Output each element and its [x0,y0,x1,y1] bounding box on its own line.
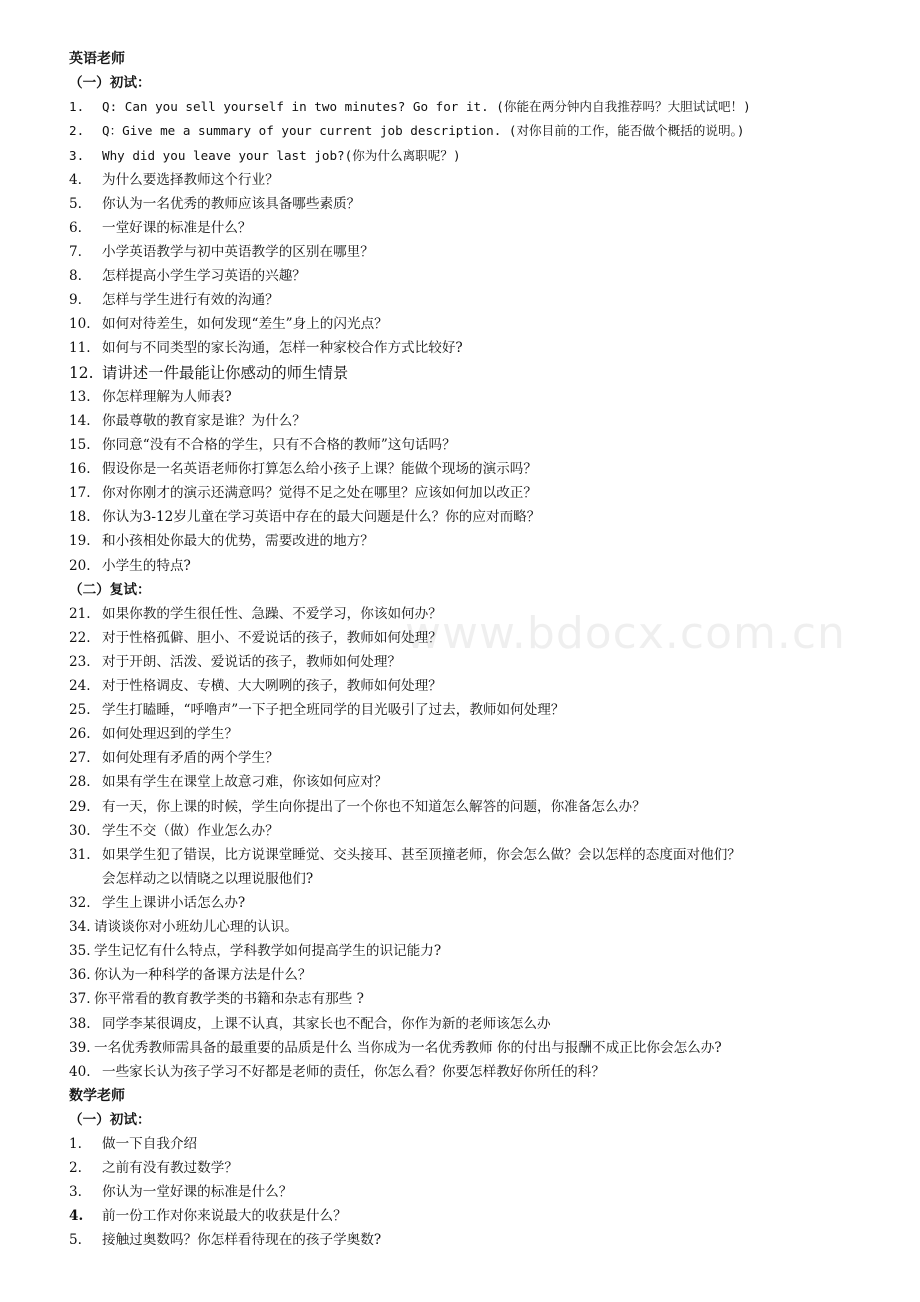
list-item [69,723,238,745]
item-number: 11. [69,340,91,356]
item-text: 之前有没有教过数学？ [102,1160,238,1176]
list-item [69,747,279,769]
item-number: 1. [69,99,85,114]
item-text: 如何与不同类型的家长沟通，怎样一种家校合作方式比较好? [102,340,463,356]
item-text: 学生上课讲小话怎么办? [102,895,246,911]
item-text: 前一份工作对你来说最大的收获是什么？ [102,1208,347,1224]
item-text: 对于性格孤僻、胆小、不爱说话的孩子，教师如何处理？ [102,630,442,646]
item-text: 你同意“没有不合格的学生，只有不合格的教师”这句话吗？ [102,437,456,453]
item-text: 请讲述一件最能让你感动的师生情景 [102,364,349,382]
item-number: 40. [69,1064,91,1080]
item-number: 14. [69,413,91,429]
item-text: 如果学生犯了错误，比方说课堂睡觉、交头接耳、甚至顶撞老师，你会怎么做？会以怎样的态度面对他们？ [102,847,741,863]
item-text: 接触过奥数吗？你怎样看待现在的孩子学奥数? [102,1232,382,1248]
item-text: 你认为一堂好课的标准是什么？ [102,1184,293,1200]
list-item: 39. 一名优秀教师需具备的最重要的品质是什么 当你成为一名优秀教师 你的付出与报酬不成正比你会怎么办? [69,1040,722,1056]
item-text: 你平常看的教育教学类的书籍和杂志有那些 ? [94,991,364,1007]
item-number: 30. [69,823,91,839]
item-number: 13. [69,389,91,405]
item-text: 你最尊敬的教育家是谁？为什么？ [102,413,306,429]
item-number: 17. [69,485,91,501]
item-number: 28. [69,774,91,790]
item-text: 一名优秀教师需具备的最重要的品质是什么 当你成为一名优秀教师 你的付出与报酬不成正比你会怎么办? [94,1040,722,1056]
list-item [69,169,279,191]
list-item [69,434,456,456]
item-text: 如果你教的学生很任性、急躁、不爱学习，你该如何办？ [102,606,442,622]
item-number: 10. [69,316,91,332]
list-item [69,675,442,697]
item-text: 学生记忆有什么特点，学科教学如何提高学生的识记能力? [94,943,442,959]
math-title: 数学老师 [69,1088,125,1104]
item-text: 会怎样动之以情晓之以理说服他们? [102,871,314,887]
list-item: 36. 你认为一种科学的备课方法是什么？ [69,967,312,983]
item-number: 5. [69,1232,82,1248]
list-item [69,1157,238,1179]
list-item [69,1133,197,1155]
item-number: 38. [69,1016,91,1032]
item-text: 同学李某很调皮，上课不认真，其家长也不配合，你作为新的老师该怎么办 [102,1016,551,1032]
item-text: 假设你是一名英语老师你打算怎么给小孩子上课？能做个现场的演示吗？ [102,461,537,477]
item-text: Q：Give me a summary of your current job description. (对你目前的工作，能否做个概括的说明。) [102,123,745,138]
item-number: 26. [69,726,91,742]
list-item [69,699,565,721]
item-text: 怎样提高小学生学习英语的兴趣？ [102,268,306,284]
list-item [69,1061,605,1083]
item-number: 5. [69,196,82,212]
item-number: 2. [69,1160,82,1176]
list-item [69,289,279,311]
list-item [69,96,751,118]
list-item [69,892,245,914]
item-text: 和小孩相处你最大的优势，需要改进的地方？ [102,533,374,549]
item-number: 25. [69,702,91,718]
item-number: 24. [69,678,91,694]
list-item [69,771,387,793]
item-number: 20. [69,558,91,574]
item-text: 怎样与学生进行有效的沟通？ [102,292,279,308]
item-number: 2. [69,123,85,138]
item-number: 15. [69,437,91,453]
item-number: 22. [69,630,91,646]
item-number: 3. [69,1184,82,1200]
list-item [69,362,348,384]
item-text: 如何对待差生，如何发现“差生”身上的闪光点？ [102,316,388,332]
item-number: 18. [69,509,91,525]
item-number: 29. [69,799,91,815]
item-text: 请谈谈你对小班幼儿心理的认识。 [94,919,298,935]
item-number: 1. [69,1136,82,1152]
list-item [69,506,540,528]
item-number: 8. [69,268,82,284]
list-item [69,193,360,215]
item-text: Why did you leave your last job?(你为什么离职呢？) [102,148,461,163]
english-title: 英语老师 [69,51,125,67]
list-item [69,651,401,673]
english-section-2: （二）复试： [69,582,151,598]
list-item: 34. 请谈谈你对小班幼儿心理的认识。 [69,919,298,935]
item-number: 21. [69,606,91,622]
item-text: 小学英语教学与初中英语教学的区别在哪里？ [102,244,374,260]
list-item [69,386,232,408]
item-number: 4. [69,1208,84,1224]
list-item [69,145,461,167]
list-item [69,482,537,504]
list-item: 35. 学生记忆有什么特点，学科教学如何提高学生的识记能力? [69,943,442,959]
list-item [69,1205,347,1227]
item-number: 3. [69,148,85,163]
item-text: 对于性格调皮、专横、大大咧咧的孩子，教师如何处理？ [102,678,442,694]
list-item [69,265,306,287]
list-item: 37. 你平常看的教育教学类的书籍和杂志有那些 ? [69,991,364,1007]
english-section-1: （一）初试： [69,75,151,91]
item-text: 如何处理有矛盾的两个学生？ [102,750,279,766]
item-text: 小学生的特点? [102,558,191,574]
item-text: 一堂好课的标准是什么？ [102,220,252,236]
item-number: 7. [69,244,82,260]
item-number: 16. [69,461,91,477]
item-text: Q: Can you sell yourself in two minutes? Go for it. (你能在两分钟内自我推荐吗？大胆试试吧！) [102,99,751,114]
list-item [69,410,306,432]
item-text: 如何处理迟到的学生？ [102,726,238,742]
list-item [69,796,646,818]
item-text: 你认为一种科学的备课方法是什么？ [94,967,312,983]
item-number: 12. [69,364,94,382]
item-text: 一些家长认为孩子学习不好都是老师的责任，你怎么看？你要怎样教好你所任的科？ [102,1064,605,1080]
item-number: 31. [69,847,91,863]
item-number: 23. [69,654,91,670]
list-item [69,241,374,263]
item-text: 做一下自我介绍 [102,1136,198,1152]
item-number: 27. [69,750,91,766]
watermark: www.bdocx.com.cn [405,608,846,659]
item-text: 如果有学生在课堂上故意刁难，你该如何应对？ [102,774,388,790]
list-item [69,530,374,552]
item-number: 32. [69,895,91,911]
math-section-1: （一）初试： [69,1112,151,1128]
list-item [69,820,279,842]
item-text: 有一天，你上课的时候，学生向你提出了一个你也不知道怎么解答的问题，你准备怎么办？ [102,799,646,815]
item-number: 4. [69,172,82,188]
list-item [69,458,537,480]
item-text: 你怎样理解为人师表? [102,389,232,405]
list-item [69,1229,381,1251]
item-number: 19. [69,533,91,549]
item-text: 为什么要选择教师这个行业？ [102,172,279,188]
list-item [69,217,252,239]
list-item [69,313,388,335]
item-text: 你认为3-12岁儿童在学习英语中存在的最大问题是什么？你的应对而略？ [102,509,541,525]
list-item-continuation [69,868,313,890]
list-item [69,1013,551,1035]
item-text: 学生不交（做）作业怎么办？ [102,823,279,839]
list-item [69,627,442,649]
item-number: 9. [69,292,82,308]
list-item [69,120,744,142]
list-item [69,1181,292,1203]
list-item [69,844,741,866]
item-text: 你认为一名优秀的教师应该具备哪些素质？ [102,196,361,212]
list-item [69,603,442,625]
list-item [69,337,463,359]
list-item [69,555,191,577]
item-text: 学生打瞌睡，“呼噜声”一下子把全班同学的目光吸引了过去，教师如何处理？ [102,702,565,718]
item-text: 你对你刚才的演示还满意吗？觉得不足之处在哪里？应该如何加以改正？ [102,485,537,501]
item-number: 6. [69,220,82,236]
item-text: 对于开朗、活泼、爱说话的孩子，教师如何处理？ [102,654,402,670]
